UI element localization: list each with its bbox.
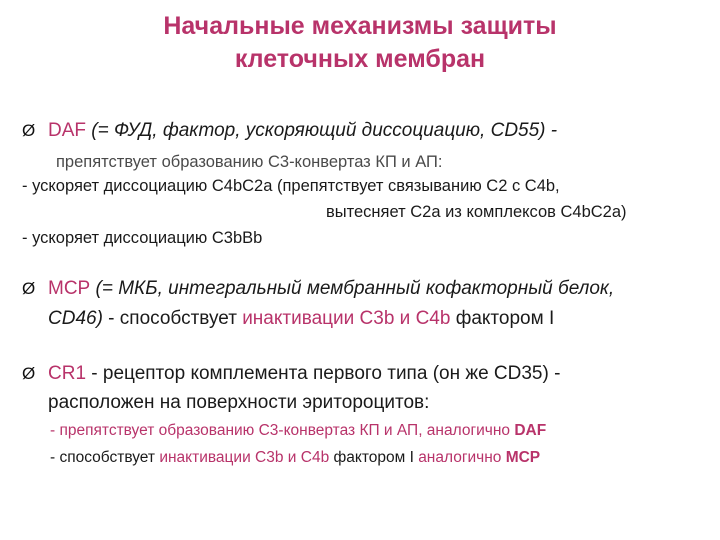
cr1-line-4-tail: аналогично <box>418 449 506 466</box>
title-line-2: клеточных мембран <box>234 45 486 73</box>
daf-line-5: - ускоряет диссоциацию С3bBb <box>22 229 263 247</box>
cr1-line-2: расположен на поверхности эритороцитов: <box>48 392 430 413</box>
cr1-line-4 <box>50 447 540 469</box>
mcp-line-2 <box>48 306 554 332</box>
cr1-line-4-text: - способствует <box>50 449 160 466</box>
arrow-bullet-icon: Ø <box>22 279 36 298</box>
mcp-cd46: CD46) <box>48 308 103 329</box>
daf-name: DAF <box>48 120 86 141</box>
cr1-line-3 <box>50 420 546 442</box>
mcp-line-2-text: - способствует <box>102 308 243 329</box>
cr1-line-4-accent: инактивации С3b и С4b <box>159 449 330 466</box>
daf-definition: (= ФУД, фактор, ускоряющий диссоциацию, CD55) - <box>86 120 558 141</box>
cr1-name: CR1 <box>48 363 87 384</box>
mcp-definition: (= МКБ, интегральный мембранный кофакторный белок, <box>90 278 615 299</box>
daf-line-4: вытесняет С2а из комплексов С4bC2a) <box>326 203 627 221</box>
title-line-1: Начальные механизмы защиты <box>163 12 557 40</box>
daf-line-3: - ускоряет диссоциацию С4bC2a (препятствует связыванию С2 с С4b, <box>22 177 560 195</box>
cr1-definition: - рецептор комплемента первого типа (он же CD35) - <box>86 363 561 384</box>
cr1-line-3-daf: DAF <box>514 422 547 439</box>
daf-bullet <box>22 118 557 144</box>
cr1-line-4-mcp: MCP <box>505 449 541 466</box>
cr1-line-4-mid: фактором I <box>329 449 419 466</box>
arrow-bullet-icon: Ø <box>22 121 36 140</box>
arrow-bullet-icon: Ø <box>22 364 36 383</box>
mcp-line-2-tail: фактором I <box>450 308 555 329</box>
mcp-name: MCP <box>48 278 91 299</box>
cr1-line-3-text: - препятствует образованию С3-конвертаз КП и АП, аналогично <box>50 422 515 439</box>
cr1-bullet <box>22 361 560 387</box>
slide-title <box>0 10 720 76</box>
mcp-line-2-accent: инактивации С3b и С4b <box>242 308 451 329</box>
daf-line-2: препятствует образованию С3-конвертаз КП и АП: <box>56 153 443 171</box>
mcp-bullet <box>22 276 614 302</box>
